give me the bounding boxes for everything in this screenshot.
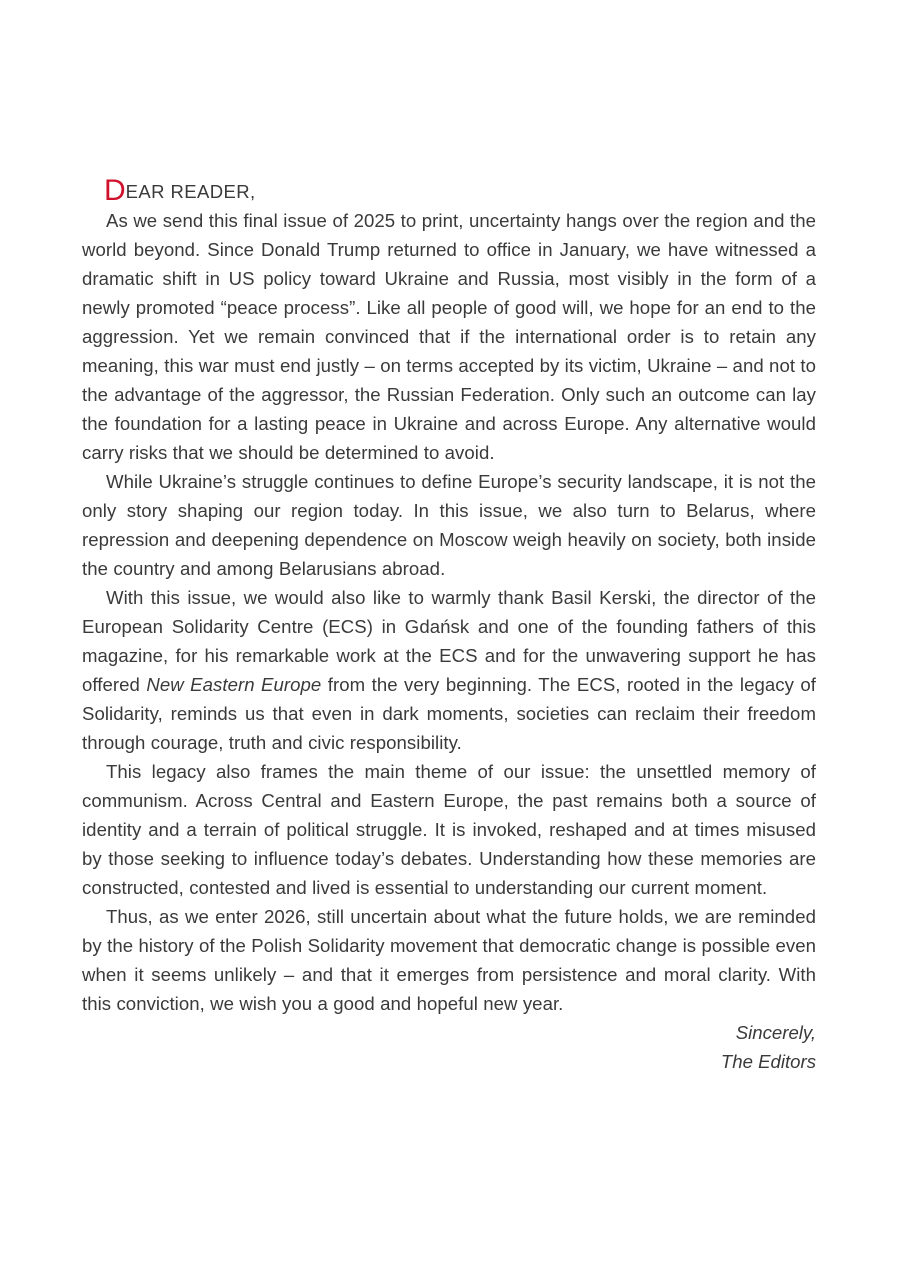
paragraph-3 <box>82 583 816 757</box>
paragraph-3-part-before: With this issue, we would also like to warmly thank Basil Kerski, the director of the European Solidarity Centre (ECS) in Gdańsk and one of the founding fathers of this magazine, for his remarkable work at the ECS and for the unwavering support he has offered <box>82 587 816 695</box>
letter-body <box>82 176 816 1018</box>
signature-line-2: The Editors <box>720 1051 816 1072</box>
paragraph-1: As we send this final issue of 2025 to print, uncertainty hangs over the region and the world beyond. Since Donald Trump returned to office in January, we have witnessed a dramatic shift in US policy toward Ukraine and Russia, most visibly in the form of a newly promoted “peace process”. Like all people of good will, we hope for an end to the aggression. Yet we remain convinced that if the international order is to retain any meaning, this war must end justly – on terms accepted by its victim, Ukraine – and not to the advantage of the aggressor, the Russian Federation. Only such an outcome can lay the foundation for a lasting peace in Ukraine and across Europe. Any alternative would carry risks that we should be determined to avoid. <box>82 210 816 463</box>
paragraph-3-part-after: from the very beginning. The ECS, rooted in the legacy of Solidarity, reminds us that even in dark moments, societies can reclaim their freedom through courage, truth and civic responsibility. <box>82 674 817 753</box>
paragraph-4: This legacy also frames the main theme of our issue: the unsettled memory of communism. Across Central and Eastern Europe, the past remains both a source of identity and a terrain of political struggle. It is invoked, reshaped and at times misused by those seeking to influence today’s debates. Understanding how these memories are constructed, contested and lived is essential to understanding our current moment. <box>82 761 816 898</box>
salutation <box>82 176 816 206</box>
salutation-text: EAR READER, <box>125 181 256 202</box>
paragraph-5: Thus, as we enter 2026, still uncertain about what the future holds, we are reminded by the history of the Polish Solidarity movement that democratic change is possible even when it seems unlikely – and that it emerges from persistence and moral clarity. With this conviction, we wish you a good and hopeful new year. <box>82 906 816 1014</box>
dropcap-letter: D <box>104 174 126 207</box>
paragraph-2: While Ukraine’s struggle continues to define Europe’s security landscape, it is not the only story shaping our region today. In this issue, we also turn to Belarus, where repression and deepening dependence on Moscow weigh heavily on society, both inside the country and among Belarusians abroad. <box>82 471 816 579</box>
signature-block <box>82 1018 816 1076</box>
magazine-title: New Eastern Europe <box>146 674 322 695</box>
signature-line-1: Sincerely, <box>735 1022 816 1043</box>
